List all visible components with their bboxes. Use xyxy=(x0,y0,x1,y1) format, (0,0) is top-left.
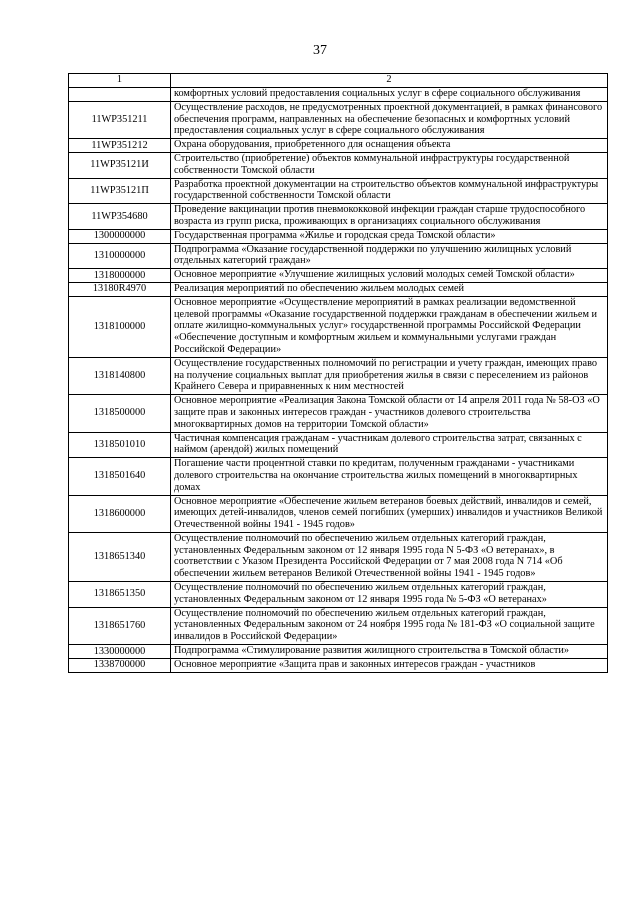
row-description: Осуществление полномочий по обеспечению жильем отдельных категорий граждан, установленных Федеральным законом от 12 января 1995 года N 5-ФЗ «О ветеранах», в соответствии с Указом Президента Российской Федерации от 7 мая 2008 года N 714 «Об обеспечении жильем ветеранов Великой Отечественной войны 1941 - 1945 годов» xyxy=(171,532,608,581)
column-header-code: 1 xyxy=(69,74,171,88)
budget-classification-table xyxy=(68,73,608,673)
row-code: 1318651760 xyxy=(69,607,171,644)
row-description: Погашение части процентной ставки по кредитам, полученным гражданами - участниками долевого строительства на окончание строительства жилых помещений в многоквартирных домах xyxy=(171,458,608,495)
row-description: Государственная программа «Жилье и городская среда Томской области» xyxy=(171,229,608,243)
table-row xyxy=(69,282,608,296)
table-row xyxy=(69,229,608,243)
row-description: Основное мероприятие «Обеспечение жильем ветеранов боевых действий, инвалидов и семей, имеющих детей-инвалидов, членов семей погибших (умерших) инвалидов и участников Великой Отечественной войны 1941 - 1945 годов» xyxy=(171,495,608,532)
row-code: 1318501640 xyxy=(69,458,171,495)
row-description: Подпрограмма «Оказание государственной поддержки по улучшению жилищных условий отдельных категорий граждан» xyxy=(171,243,608,269)
table-row xyxy=(69,357,608,394)
row-description: Основное мероприятие «Улучшение жилищных условий молодых семей Томской области» xyxy=(171,269,608,283)
header-row xyxy=(69,74,608,88)
row-code: 13180R4970 xyxy=(69,282,171,296)
table-row xyxy=(69,101,608,138)
row-code: 1318500000 xyxy=(69,395,171,432)
row-code: 1318651340 xyxy=(69,532,171,581)
row-description: Основное мероприятие «Осуществление мероприятий в рамках реализации ведомственной целевой программы «Оказание государственной поддержки гражданам в обеспечении жильем и оплате жилищно-коммунальных услуг» государственной программы Российской Федерации «Обеспечение доступным и комфортным жильем и коммунальными услугами граждан Российской Федерации» xyxy=(171,296,608,357)
row-description: Проведение вакцинации против пневмококковой инфекции граждан старше трудоспособного возраста из групп риска, проживающих в организациях социального обслуживания xyxy=(171,204,608,230)
table-row xyxy=(69,88,608,102)
row-code: 1318651350 xyxy=(69,582,171,608)
row-description: Осуществление государственных полномочий по регистрации и учету граждан, имеющих право на получение социальных выплат для приобретения жилья в связи с переселением из районов Крайнего Севера и приравненных к ним местностей xyxy=(171,357,608,394)
row-code: 11WP35121П xyxy=(69,178,171,204)
table-row xyxy=(69,458,608,495)
row-code: 1318501010 xyxy=(69,432,171,458)
table-row xyxy=(69,139,608,153)
table-row xyxy=(69,243,608,269)
table-row xyxy=(69,645,608,659)
table-row xyxy=(69,178,608,204)
row-code: 1310000000 xyxy=(69,243,171,269)
table-header xyxy=(69,74,608,88)
row-code: 1330000000 xyxy=(69,645,171,659)
table-row xyxy=(69,395,608,432)
row-code: 11WP351212 xyxy=(69,139,171,153)
page-number: 37 xyxy=(313,43,327,58)
table-row xyxy=(69,432,608,458)
row-description: Осуществление полномочий по обеспечению жильем отдельных категорий граждан, установленных Федеральным законом от 24 ноября 1995 года № 181-ФЗ «О социальной защите инвалидов в Российской Федерации» xyxy=(171,607,608,644)
table-row xyxy=(69,269,608,283)
table-row xyxy=(69,658,608,672)
table-row xyxy=(69,532,608,581)
table-row xyxy=(69,204,608,230)
table-row xyxy=(69,607,608,644)
row-code xyxy=(69,88,171,102)
row-code: 1318100000 xyxy=(69,296,171,357)
table-row xyxy=(69,152,608,178)
row-description: Подпрограмма «Стимулирование развития жилищного строительства в Томской области» xyxy=(171,645,608,659)
row-code: 11WP351211 xyxy=(69,101,171,138)
row-description: Реализация мероприятий по обеспечению жильем молодых семей xyxy=(171,282,608,296)
row-code: 1318000000 xyxy=(69,269,171,283)
row-description: Охрана оборудования, приобретенного для оснащения объекта xyxy=(171,139,608,153)
row-description: Основное мероприятие «Защита прав и законных интересов граждан - участников xyxy=(171,658,608,672)
row-code: 11WP354680 xyxy=(69,204,171,230)
table-body xyxy=(69,88,608,673)
row-code: 1318140800 xyxy=(69,357,171,394)
column-header-description: 2 xyxy=(171,74,608,88)
row-description: Осуществление полномочий по обеспечению жильем отдельных категорий граждан, установленных Федеральным законом от 12 января 1995 года № 5-ФЗ «О ветеранах» xyxy=(171,582,608,608)
row-code: 1318600000 xyxy=(69,495,171,532)
row-code: 1338700000 xyxy=(69,658,171,672)
table-row xyxy=(69,495,608,532)
row-description: Строительство (приобретение) объектов коммунальной инфраструктуры государственной собственности Томской области xyxy=(171,152,608,178)
row-code: 1300000000 xyxy=(69,229,171,243)
table-row xyxy=(69,296,608,357)
row-description: комфортных условий предоставления социальных услуг в сфере социального обслуживания xyxy=(171,88,608,102)
row-description: Основное мероприятие «Реализация Закона Томской области от 14 апреля 2011 года № 58-ОЗ «О защите прав и законных интересов граждан - участников долевого строительства многоквартирных домов на территории Томской области» xyxy=(171,395,608,432)
row-description: Осуществление расходов, не предусмотренных проектной документацией, в рамках финансового обеспечения программ, направленных на обеспечение безопасных и комфортных условий предоставления социальных услуг в сфере социального обслуживания xyxy=(171,101,608,138)
row-code: 11WP35121И xyxy=(69,152,171,178)
table-row xyxy=(69,582,608,608)
row-description: Частичная компенсация гражданам - участникам долевого строительства затрат, связанных с наймом (арендой) жилых помещений xyxy=(171,432,608,458)
row-description: Разработка проектной документации на строительство объектов коммунальной инфраструктуры государственной собственности Томской области xyxy=(171,178,608,204)
